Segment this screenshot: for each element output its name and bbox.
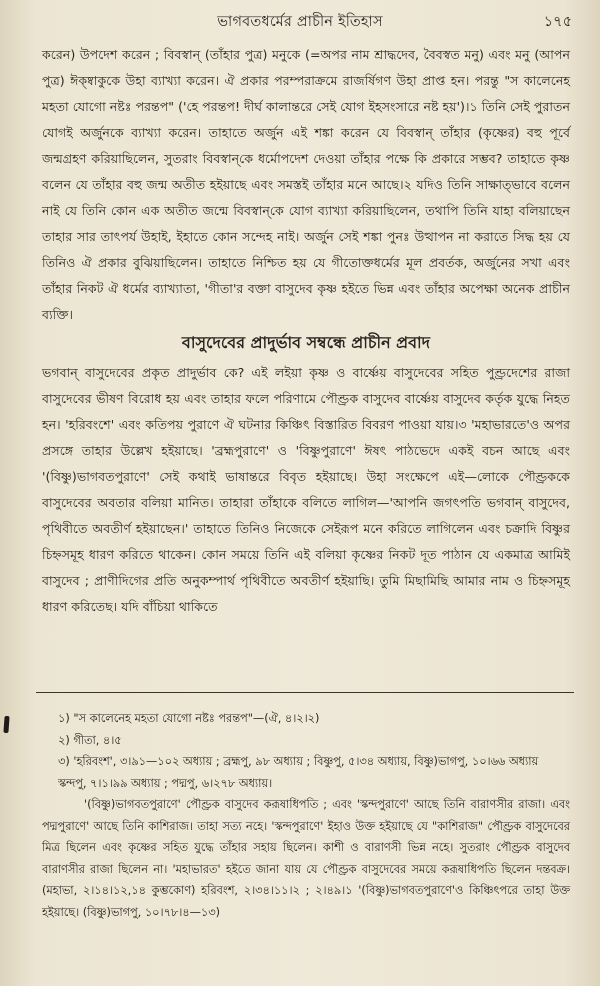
footnote-note: '(বিষ্ণু)ভাগবতপুরাণে' পৌণ্ড্রক বাসুদেব করূষাধিপতি ; এবং 'স্কন্দপুরাণে' আছে তিনি বারাণসীর রাজা। এবং পদ্মপুরাণে' আছে তিনি কাশিরাজ। তাহা সত্য নহে। 'স্কন্দপুরাণে' ইহাও উক্ত হইয়াছে যে "কাশিরাজ" পৌণ্ড্রক বাসুদেবের মিত্র ছিলেন এবং কৃষ্ণের সহিত যুদ্ধে তাঁহার সহায় ছিলেন। কাশী ও বারাণসী ভিন্ন নহে। সুতরাং পৌণ্ড্রক বাসুদেব বারাণসীর রাজা ছিলেন না। 'মহাভারত' হইতে জানা যায় যে পৌণ্ড্রক বাসুদেবের সময়ে করূষাধিপতি ছিলেন দন্তবক্র। (মহাভা, ২।১৪।১২,১৪ কুম্ভকোণ) হরিবংশ, ২।৩৪।১১।২ ; ২।৪৯।১ '(বিষ্ণু)ভাগবতপুরাণে'ও কিঞ্চিৎপরে তাহা উক্ত হইয়াছে। (বিষ্ণু)ভাগপু, ১০।৭৮।৪—১৩) bbox=[42, 798, 570, 919]
section-heading: বাসুদেবের প্রাদুর্ভাব সম্বন্ধে প্রাচীন প্রবাদ bbox=[181, 333, 431, 352]
page-number: ১৭৫ bbox=[543, 14, 572, 30]
body-text bbox=[42, 42, 570, 620]
page-header bbox=[0, 8, 600, 32]
paragraph: ভগবান্ বাসুদেবের প্রকৃত প্রাদুর্ভাব কে? এই লইয়া কৃষ্ণ ও বার্ষ্ণেয় বাসুদেবের সহিত পুণ্ড্রদেশের রাজা বাসুদেবের ভীষণ বিরোধ হয় এবং তাহার ফলে পরিণামে পৌণ্ড্রক বাসুদেব বার্ষ্ণেয় বাসুদেব কর্তৃক যুদ্ধে নিহত হন। 'হরিবংশে' এবং কতিপয় পুরাণে ঐ ঘটনার কিঞ্চিৎ বিস্তারিত বিবরণ পাওয়া যায়।৩ 'মহাভারতে'ও অপর প্রসঙ্গে তাহার উল্লেখ হইয়াছে। 'ব্রহ্মপুরাণে' ও 'বিষ্ণুপুরাণে' ঈষৎ পাঠভেদে একই বচন আছে এবং '(বিষ্ণু)ভাগবতপুরাণে' সেই কথাই ভাষান্তরে বিবৃত হইয়াছে। উহা সংক্ষেপে এই—লোকে পৌণ্ড্রককে বাসুদেবের অবতার বলিয়া মানিত। তাহারা তাঁহাকে বলিতে লাগিল—'আপনি জগৎপতি ভগবান্ বাসুদেব, পৃথিবীতে অবতীর্ণ হইয়াছেন।' তাহাতে তিনিও নিজেকে সেইরূপ মনে করিতে লাগিলেন এবং চক্রাদি বিষ্ণুর চিহ্নসমূহ ধারণ করিতে থাকেন। কোন সময়ে তিনি এই বলিয়া কৃষ্ণের নিকট দূত পাঠান যে একমাত্র আমিই বাসুদেব ; প্রাণীদিগের প্রতি অনুকম্পার্থ পৃথিবীতে অবতীর্ণ হইয়াছি। তুমি মিছামিছি আমার নাম ও চিহ্নসমূহ ধারণ করিতেছ। যদি বাঁচিয়া থাকিতে bbox=[42, 365, 570, 614]
footnote-2: ২) গীতা, ৪।৫ bbox=[58, 733, 122, 747]
footnote-3: ৩) 'হরিবংশ', ৩।৯১—১০২ অধ্যায় ; ব্রহ্মপু, ৯৮ অধ্যায় ; বিষ্ণুপু, ৫।৩৪ অধ্যায়, বিষ্ণু)ভাগপু, ১০।৬৬ অধ্যায় স্কন্দপু, ৭।১।৯৯ অধ্যায় ; পদ্মপু, ৬।২৭৮ অধ্যায়। bbox=[58, 755, 539, 790]
running-title: ভাগবতধর্মের প্রাচীন ইতিহাস bbox=[217, 14, 383, 30]
paragraph: করেন) উপদেশ করেন ; বিবস্বান্ (তাঁহার পুত্র) মনুকে (=অপর নাম শ্রাদ্ধদেব, বৈবস্বত মনু) এবং মনু (আপন পুত্র) ঈক্ষ্বাকুকে উহা ব্যাখ্যা করেন। ঐ প্রকার পরম্পরাক্রমে রাজর্ষিগণ উহা প্রাপ্ত হন। পরন্তু "স কালেনেহ মহতা যোগো নষ্টঃ পরন্তপ" ('হে পরন্তপ! দীর্ঘ কালান্তরে সেই যোগ ইহসংসারে নষ্ট হয়')।১ তিনি সেই পুরাতন যোগই অর্জুনকে ব্যাখ্যা করেন। তাহাতে অর্জুন এই শঙ্কা করেন যে বিবস্বান্ তাঁহার (কৃষ্ণের) বহু পূর্বে জন্মগ্রহণ করিয়াছিলেন, সুতরাং বিবস্বান্‌কে ধর্মোপদেশ দেওয়া তাঁহার পক্ষে কি প্রকারে সম্ভব? তাহাতে কৃষ্ণ বলেন যে তাঁহার বহু জন্ম অতীত হইয়াছে এবং সমস্তই তাঁহার মনে আছে।২ যদিও তিনি সাক্ষাত্ভাবে বলেন নাই যে তিনি কোন এক অতীত জন্মে বিবস্বান্‌কে যোগ ব্যাখ্যা করিয়াছিলেন, তথাপি তিনি যাহা বলিয়াছেন তাহার সার তাৎপর্য উহাই, ইহাতে কোন সন্দেহ নাই। অর্জুন সেই শঙ্কা পুনঃ উত্থাপন না করাতে সিদ্ধ হয় যে তিনিও ঐ প্রকার বুঝিয়াছিলেন। তাহাতে নিশ্চিত হয় যে গীতোক্তধর্মের মূল প্রবর্তক, অর্জুনের সখা এবং তাঁহার নিকট ঐ ধর্মের ব্যাখ্যাতা, 'গীতা'র বক্তা বাসুদেব কৃষ্ণ হইতে ভিন্ন এবং তাঁহার অপেক্ষা অনেক প্রাচীন ব্যক্তি। bbox=[42, 47, 570, 322]
footnotes bbox=[42, 708, 570, 923]
footnote-divider bbox=[36, 692, 574, 693]
margin-ink-mark bbox=[3, 716, 9, 733]
footnote-1: ১) "স কালেনেহ মহতা যোগো নষ্টঃ পরন্তপ"—(ঐ, ৪।২।২) bbox=[58, 712, 320, 725]
